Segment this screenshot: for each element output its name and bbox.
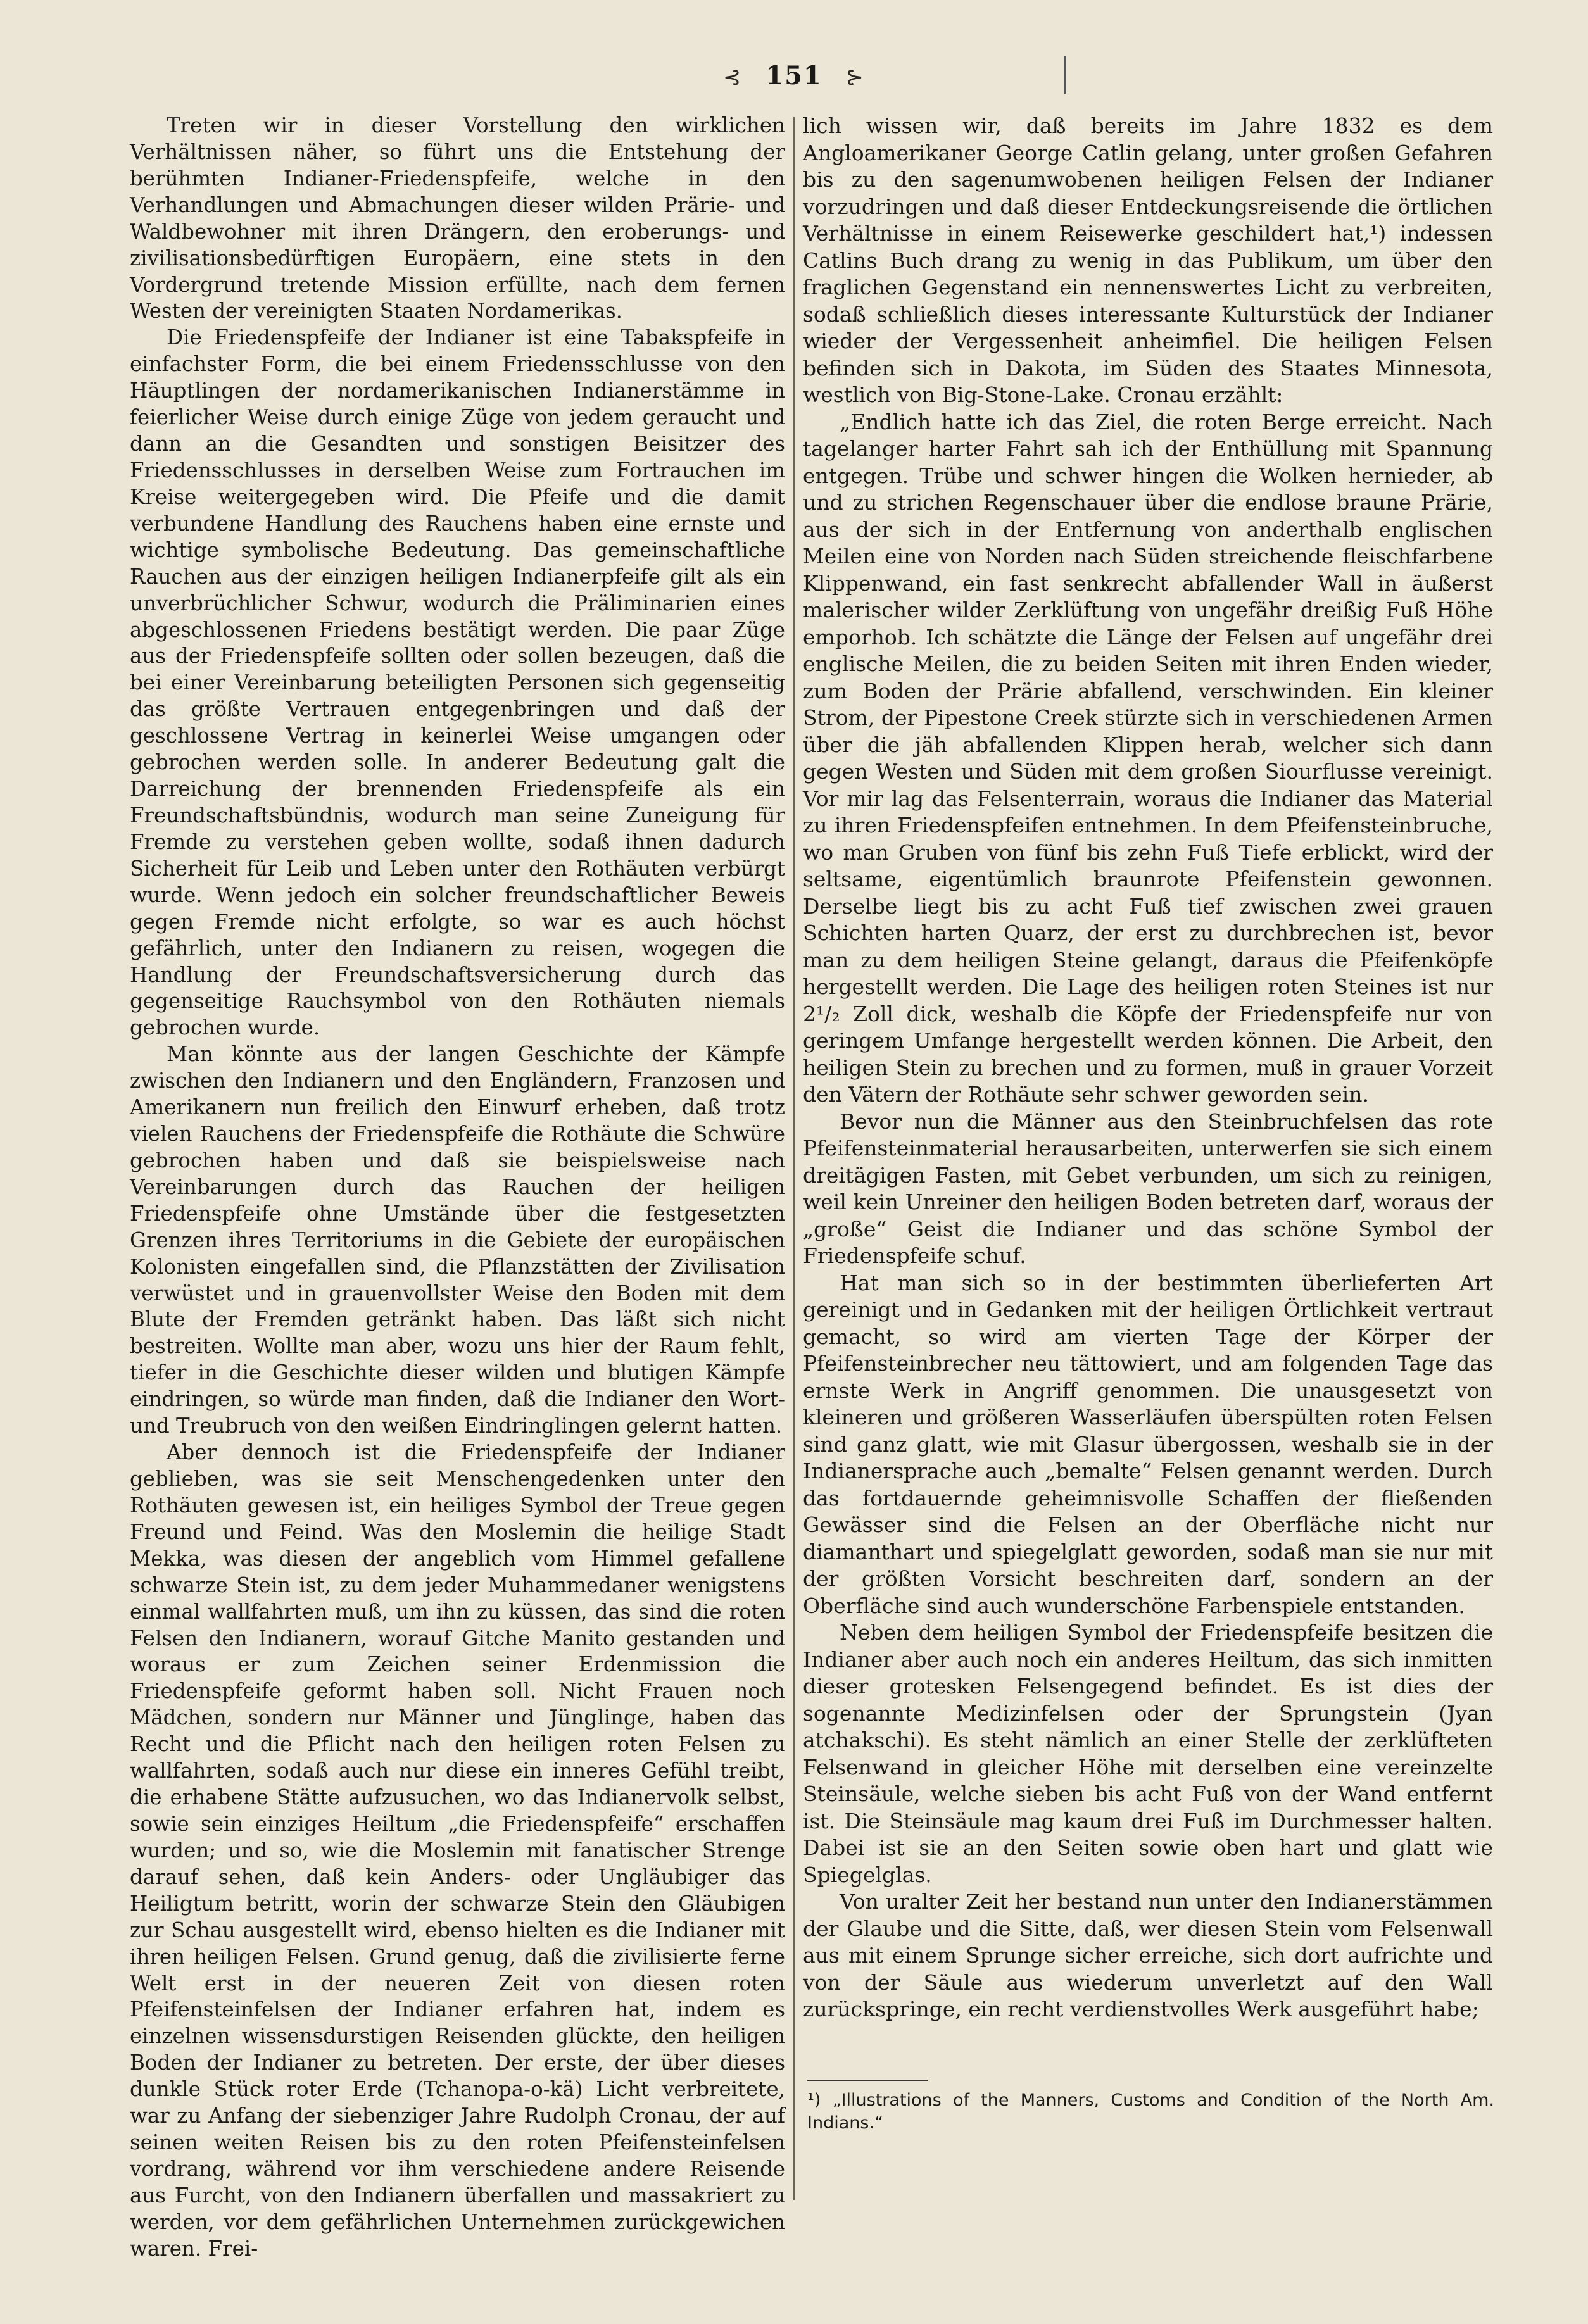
ornament-right-icon: ⊱	[845, 65, 865, 90]
paragraph: Neben dem heiligen Symbol der Friedenspfeife besitzen die Indianer aber auch noch ein anderes Heiltum, das sich inmitten dieser grotesken Felsengegend befindet. Es ist dies der sogenannte Medizinfelsen oder der Sprungstein (Jyan atchakschi). Es steht nämlich an einer Stelle der zerklüfteten Felsenwand in gleicher Höhe mit derselben eine vereinzelte Steinsäule, welche sieben bis acht Fuß von der Wand entfernt ist. Die Steinsäule mag kaum drei Fuß im Durchmesser halten. Dabei ist sie an den Seiten sowie oben hart und glatt wie Spiegelglas.	[803, 1620, 1493, 1887]
page-number: 151	[766, 61, 822, 91]
paragraph: Die Friedenspfeife der Indianer ist eine Tabakspfeife in einfachster Form, die bei einem Friedensschlusse von den Häuptlingen der nordamerikanischen Indianerstämme in feierlicher Weise durch einige Züge von jedem geraucht und dann an die Gesandten und sonstigen Beisitzer des Friedensschlusses in derselben Weise zum Fortrauchen im Kreise weitergegeben wird. Die Pfeife und die damit verbundene Handlung des Rauchens haben eine ernste und wichtige symbolische Bedeutung. Das gemeinschaftliche Rauchen aus der einzigen heiligen Indianerpfeife gilt als ein unverbrüchlicher Schwur, wodurch die Präliminarien eines abgeschlossenen Friedens bestätigt werden. Die paar Züge aus der Friedenspfeife sollten oder sollen bezeugen, daß die bei einer Vereinbarung beteiligten Personen sich gegenseitig das größte Vertrauen entgegenbringen und daß der geschlossene Vertrag in keinerlei Weise umgangen oder gebrochen werden solle. In anderer Bedeutung galt die Darreichung der brennenden Friedenspfeife als ein Freundschaftsbündnis, wodurch man seine Zuneigung für Fremde zu verstehen geben wollte, sodaß ihnen dadurch Sicherheit für Leib und Leben unter den Rothäuten verbürgt wurde. Wenn jedoch ein solcher freundschaftlicher Beweis gegen Fremde nicht erfolgte, so war es auch höchst gefährlich, unter den Indianern zu reisen, wogegen die Handlung der Freundschaftsversicherung durch das gegenseitige Rauchsymbol von den Rothäuten niemals gebrochen wurde.	[130, 325, 785, 1040]
footnote: ¹) „Illustrations of the Manners, Customs and Condition of the North Am. Indians.“	[807, 2090, 1494, 2133]
footnote-rule	[807, 2080, 928, 2081]
paragraph: Hat man sich so in der bestimmten überlieferten Art gereinigt und in Gedanken mit der heiligen Örtlichkeit vertraut gemacht, so wird am vierten Tage der Körper der Pfeifensteinbrecher neu tättowiert, und am folgenden Tage das ernste Werk in Angriff genommen. Die unausgesetzt von kleineren und größeren Wasserläufen überspülten roten Felsen sind ganz glatt, wie mit Glasur übergossen, weshalb sie in der Indianersprache auch „bemalte“ Felsen genannt werden. Durch das fortdauernde geheimnisvolle Schaffen der fließenden Gewässer sind die Felsen an der Oberfläche nicht nur diamanthart und spiegelglatt geworden, sodaß man sie nur mit der größten Vorsicht beschreiten darf, sondern an der Oberfläche sind auch wunderschöne Farbenspiele entstanden.	[803, 1270, 1493, 1618]
paragraph: Von uralter Zeit her bestand nun unter den Indianerstämmen der Glaube und die Sitte, daß, wer diesen Stein vom Felsenwall aus mit einem Sprunge sicher erreiche, sich dort aufrichte und von der Säule aus wiederum unverletzt auf den Wall zurückspringe, ein recht verdienstvolles Werk ausgeführt habe;	[803, 1889, 1493, 2021]
column-divider	[793, 117, 795, 2200]
left-column	[130, 113, 785, 2263]
quoted-paragraph: „Endlich hatte ich das Ziel, die roten Berge erreicht. Nach tagelanger harter Fahrt sah ich der Enthüllung mit Spannung entgegen. Trübe und schwer hingen die Wolken hernieder, ab und zu strichen Regenschauer über die endlose braune Prärie, aus der sich in der Entfernung von anderthalb englischen Meilen eine von Norden nach Süden streichende fleischfarbene Klippenwand, ein fast senkrecht abfallender Wall in äußerst malerischer wilder Zerklüftung von ungefähr dreißig Fuß Höhe emporhob. Ich schätzte die Länge der Felsen auf ungefähr drei englische Meilen, die zu beiden Seiten mit ihren Enden wieder, zum Boden der Prärie abfallend, verschwinden. Ein kleiner Strom, der Pipestone Creek stürzte sich in verschiedenen Armen über die jäh abfallenden Klippen herab, welcher sich dann gegen Westen und Süden mit dem großen Siourflusse vereinigt. Vor mir lag das Felsenterrain, woraus die Indianer das Material zu ihren Friedenspfeifen entnehmen. In dem Pfeifensteinbruche, wo man Gruben von fünf bis zehn Fuß Tiefe erblickt, wird der seltsame, eigentümlich braunrote Pfeifenstein gewonnen. Derselbe liegt bis zu acht Fuß tief zwischen zwei grauen Schichten harten Quarz, der erst zu durchbrechen ist, bevor man zu dem heiligen Steine gelangt, daraus die Pfeifenköpfe hergestellt werden. Die Lage des heiligen roten Steines ist nur 2¹/₂ Zoll dick, weshalb die Köpfe der Friedenspfeife nur von geringem Umfange hergestellt werden können. Die Arbeit, den heiligen Stein zu brechen und zu formen, muß in grauer Vorzeit den Vätern der Rothäute sehr schwer geworden sein.	[803, 409, 1493, 1107]
ornament-left-icon: ⊰	[723, 65, 743, 90]
right-column	[803, 113, 1493, 2023]
print-speck	[1064, 56, 1066, 94]
paragraph: Aber dennoch ist die Friedenspfeife der Indianer geblieben, was sie seit Menschengedenken unter den Rothäuten gewesen ist, ein heiliges Symbol der Treue gegen Freund und Feind. Was den Moslemin die heilige Stadt Mekka, was diesen der angeblich vom Himmel gefallene schwarze Stein ist, zu dem jeder Muhammedaner wenigstens einmal wallfahrten muß, um ihn zu küssen, das sind die roten Felsen den Indianern, worauf Gitche Manito gestanden und woraus er zum Zeichen seiner Erdenmission die Friedenspfeife geformt haben soll. Nicht Frauen noch Mädchen, sondern nur Männer und Jünglinge, haben das Recht und die Pflicht nach den heiligen roten Felsen zu wallfahrten, sodaß auch nur diese ein inneres Gefühl treibt, die erhabene Stätte aufzusuchen, wo das Indianervolk selbst, sowie sein einziges Heiltum „die Friedenspfeife“ erschaffen wurden; und so, wie die Moslemin mit fanatischer Strenge darauf sehen, daß kein Anders- oder Ungläubiger das Heiligtum betritt, worin der schwarze Stein den Gläubigen zur Schau ausgestellt wird, ebenso hielten es die Indianer mit ihren heiligen Felsen. Grund genug, daß die zivilisierte ferne Welt erst in der neueren Zeit von diesen roten Pfeifensteinfelsen der Indianer erfahren hat, indem es einzelnen wissensdurstigen Reisenden glückte, den heiligen Boden der Indianer zu betreten. Der erste, der über dieses dunkle Stück roter Erde (Tchanopa-o-kä) Licht verbreitete, war zu Anfang der siebenziger Jahre Rudolph Cronau, der auf seinen weiten Reisen bis zu den roten Pfeifensteinfelsen vordrang, während vor ihm verschiedene andere Reisende aus Furcht, von den Indianern überfallen und massakriert zu werden, vor dem gefährlichen Unternehmen zurückgewichen waren. Frei-	[130, 1440, 785, 2261]
paragraph: Bevor nun die Männer aus den Steinbruchfelsen das rote Pfeifensteinmaterial herausarbeiten, unterwerfen sie sich einem dreitägigen Fasten, mit Gebet verbunden, um sich zu reinigen, weil kein Unreiner den heiligen Boden betreten darf, woraus der „große“ Geist die Indianer und das schöne Symbol der Friedenspfeife schuf.	[803, 1109, 1493, 1268]
paragraph: Treten wir in dieser Vorstellung den wirklichen Verhältnissen näher, so führt uns die Entstehung der berühmten Indianer-Friedenspfeife, welche in den Verhandlungen und Abmachungen dieser wilden Prärie- und Waldbewohner mit ihren Drängern, den eroberungs- und zivilisationsbedürftigen Europäern, eine stets in den Vordergrund tretende Mission erfüllte, nach dem fernen Westen der vereinigten Staaten Nordamerikas.	[130, 113, 785, 323]
paragraph: Man könnte aus der langen Geschichte der Kämpfe zwischen den Indianern und den Engländern, Franzosen und Amerikanern nun freilich den Einwurf erheben, daß trotz vielen Rauchens der Friedenspfeife die Rothäute die Schwüre gebrochen haben und daß sie beispielsweise nach Vereinbarungen durch das Rauchen der heiligen Friedenspfeife ohne Umstände über die festgesetzten Grenzen ihres Territoriums in die Gebiete der europäischen Kolonisten eingefallen sind, die Pflanzstätten der Zivilisation verwüstet und in grauenvollster Weise den Boden mit dem Blute der Fremden getränkt haben. Das läßt sich nicht bestreiten. Wollte man aber, wozu uns hier der Raum fehlt, tiefer in die Geschichte dieser wilden und blutigen Kämpfe eindringen, so würde man finden, daß die Indianer den Wort- und Treubruch von den weißen Eindringlingen gelernt hatten.	[130, 1042, 785, 1438]
page-header	[0, 61, 1588, 91]
paragraph: lich wissen wir, daß bereits im Jahre 1832 es dem Angloamerikaner George Catlin gelang, unter großen Gefahren bis zu den sagenumwobenen heiligen Felsen der Indianer vorzudringen und daß dieser Entdeckungsreisende die örtlichen Verhältnisse in einem Reisewerke geschildert hat,¹) indessen Catlins Buch drang zu wenig in das Publikum, um über den fraglichen Gegenstand ein nennenswertes Licht zu verbreiten, sodaß schließlich dieses interessante Kulturstück der Indianer wieder der Vergessenheit anheimfiel. Die heiligen Felsen befinden sich in Dakota, im Süden des Staates Minnesota, westlich von Big-Stone-Lake. Cronau erzählt:	[803, 113, 1493, 407]
